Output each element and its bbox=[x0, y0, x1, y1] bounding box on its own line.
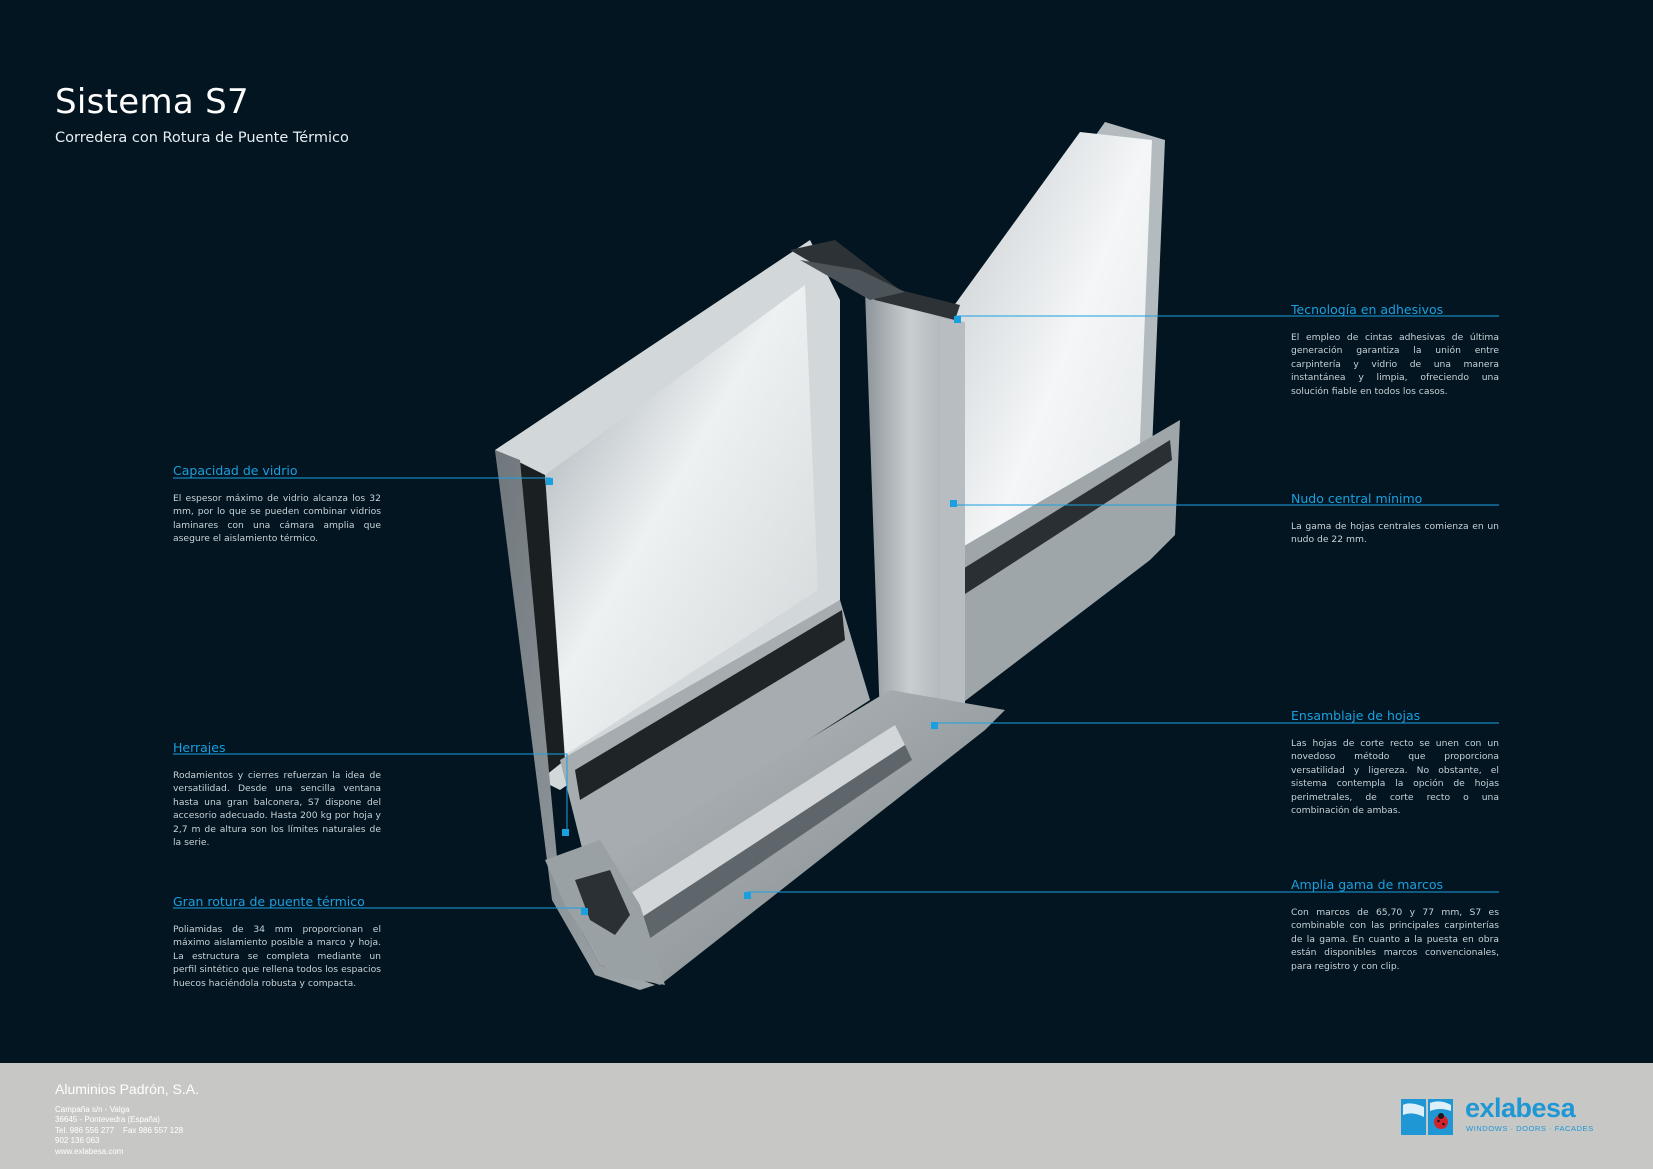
callout-title: Tecnología en adhesivos bbox=[1291, 302, 1444, 317]
page-subtitle: Corredera con Rotura de Puente Térmico bbox=[55, 130, 349, 146]
callout-nudo-central bbox=[1291, 491, 1499, 547]
callout-text: Las hojas de corte recto se unen con un novedoso método que proporciona versatilidad y ligereza. No obstante, el sistema contempla la opción de hojas perimetrales, de corte recto o una combinación de ambas. bbox=[1291, 738, 1499, 817]
callout-herrajes bbox=[173, 740, 381, 849]
callout-gama-marcos bbox=[1291, 877, 1499, 973]
company-address bbox=[55, 1105, 183, 1157]
logo-mark-icon bbox=[1400, 1097, 1458, 1137]
callout-text: Rodamientos y cierres refuerzan la idea de versatilidad. Desde una sencilla ventana hasta una gran balconera, S7 dispone del accesorio adecuado. Hasta 200 kg por hoja y 2,7 m de altura son los límites naturales de la serie. bbox=[173, 770, 381, 849]
callout-text: La gama de hojas centrales comienza en un nudo de 22 mm. bbox=[1291, 521, 1499, 546]
marker-nudo bbox=[950, 500, 957, 507]
address-line: 36645 - Pontevedra (España) bbox=[55, 1115, 160, 1125]
logo-wordmark: exlabesa bbox=[1465, 1093, 1576, 1123]
callout-title: Nudo central mínimo bbox=[1291, 491, 1423, 506]
callout-tecnologia-adhesivos bbox=[1291, 302, 1499, 398]
website-link[interactable]: www.exlabesa.com bbox=[55, 1146, 124, 1156]
callout-text: El espesor máximo de vidrio alcanza los 32 mm, por lo que se pueden combinar vidrios laminares con una cámara amplia que asegure el aislamiento térmico. bbox=[173, 493, 381, 545]
callout-title: Gran rotura de puente térmico bbox=[173, 894, 365, 909]
marker-marcos bbox=[744, 892, 751, 899]
logo-tagline: WINDOWS · DOORS · FACADES bbox=[1466, 1124, 1594, 1133]
address-line: Campaña s/n - Valga bbox=[55, 1105, 130, 1114]
company-name: Aluminios Padrón, S.A. bbox=[55, 1081, 199, 1097]
callout-text: El empleo de cintas adhesivas de última generación garantiza la unión entre carpintería y vidrio de una manera instantánea y limpia, ofreciendo una solución fiable en todos los casos. bbox=[1291, 332, 1499, 397]
callout-capacidad-vidrio bbox=[173, 463, 381, 546]
marker-tecnologia bbox=[954, 316, 961, 323]
callout-title: Amplia gama de marcos bbox=[1291, 877, 1443, 892]
page-title: Sistema S7 bbox=[55, 82, 249, 122]
marker-capacidad-vidrio bbox=[546, 478, 553, 485]
callout-ensamblaje-hojas bbox=[1291, 708, 1499, 817]
exlabesa-logo bbox=[1400, 1093, 1600, 1139]
marker-ensamblaje bbox=[931, 722, 938, 729]
marker-gran-rotura bbox=[581, 908, 588, 915]
marker-herrajes bbox=[562, 829, 569, 836]
address-line: 902 136 063 bbox=[55, 1136, 100, 1146]
callout-title: Herrajes bbox=[173, 740, 226, 755]
address-line: Tel. 986 556 277 Fax 986 557 128 bbox=[55, 1125, 184, 1135]
callout-gran-rotura bbox=[173, 894, 381, 990]
callout-title: Capacidad de vidrio bbox=[173, 463, 298, 478]
callout-text: Poliamidas de 34 mm proporcionan el máximo aislamiento posible a marco y hoja. La estructura se completa mediante un perfil sintético que rellena todos los espacios huecos haciéndola robusta y compacta. bbox=[173, 924, 381, 989]
callout-title: Ensamblaje de hojas bbox=[1291, 708, 1421, 723]
callout-text: Con marcos de 65,70 y 77 mm, S7 es combinable con las principales carpinterías de la gama. En cuanto a la puesta en obra están disponibles marcos convencionales, para registro y con clip. bbox=[1291, 907, 1499, 972]
footer bbox=[0, 1063, 1653, 1169]
